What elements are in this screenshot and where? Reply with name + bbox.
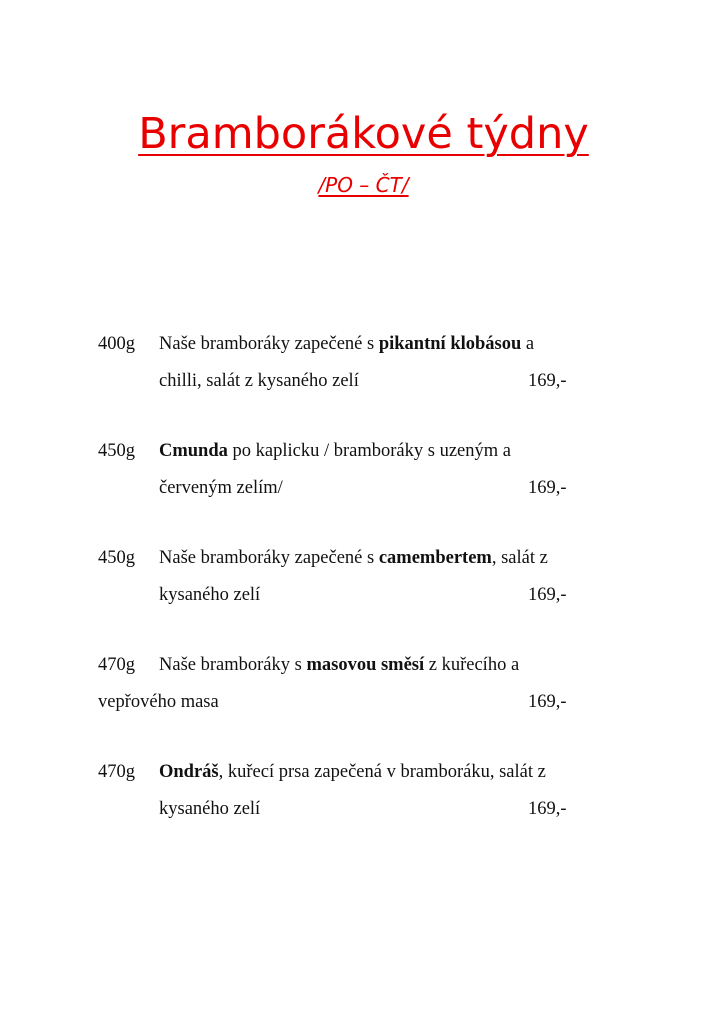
page-subtitle: /PO – ČT/	[318, 173, 409, 197]
item-desc-post: , kuřecí prsa zapečená v bramboráku, salát z	[218, 762, 546, 782]
item-price: 169,-	[528, 585, 567, 605]
item-description-line2: červeným zelím/	[159, 478, 283, 498]
page-title: Bramborákové týdny	[138, 109, 589, 159]
menu-item	[0, 760, 727, 840]
item-highlight: Cmunda	[159, 441, 228, 461]
item-highlight: camembertem	[378, 548, 492, 568]
item-highlight: Ondráš	[159, 762, 219, 782]
item-description-line1	[159, 332, 534, 356]
item-desc-pre: Naše bramboráky zapečené s	[159, 334, 379, 354]
item-highlight: pikantní klobásou	[378, 334, 522, 354]
menu-item	[0, 332, 727, 412]
item-price: 169,-	[528, 692, 567, 712]
item-description-line2: vepřového masa	[98, 692, 219, 712]
item-description-line2: kysaného zelí	[159, 585, 261, 605]
item-price: 169,-	[528, 478, 567, 498]
item-weight: 470g	[98, 655, 135, 675]
item-desc-post: po kaplicku / bramboráky s uzeným a	[227, 441, 511, 461]
item-weight: 450g	[98, 441, 135, 461]
item-desc-pre: Naše bramboráky s	[159, 655, 307, 675]
item-weight: 470g	[98, 762, 135, 782]
item-description-line1	[159, 546, 548, 570]
item-description-line2: chilli, salát z kysaného zelí	[159, 371, 359, 391]
item-description-line1	[159, 653, 519, 677]
item-desc-post: a	[521, 334, 535, 354]
item-weight: 400g	[98, 334, 135, 354]
menu-item	[0, 653, 727, 733]
item-description-line2: kysaného zelí	[159, 799, 261, 819]
item-description-line1	[159, 760, 546, 784]
item-price: 169,-	[528, 371, 567, 391]
item-desc-post: z kuřecího a	[424, 655, 520, 675]
item-highlight: masovou směsí	[306, 655, 425, 675]
item-desc-pre: Naše bramboráky zapečené s	[159, 548, 379, 568]
menu-item	[0, 439, 727, 519]
item-price: 169,-	[528, 799, 567, 819]
item-desc-post: , salát z	[491, 548, 548, 568]
menu-item	[0, 546, 727, 626]
item-weight: 450g	[98, 548, 135, 568]
item-description-line1	[159, 439, 511, 463]
